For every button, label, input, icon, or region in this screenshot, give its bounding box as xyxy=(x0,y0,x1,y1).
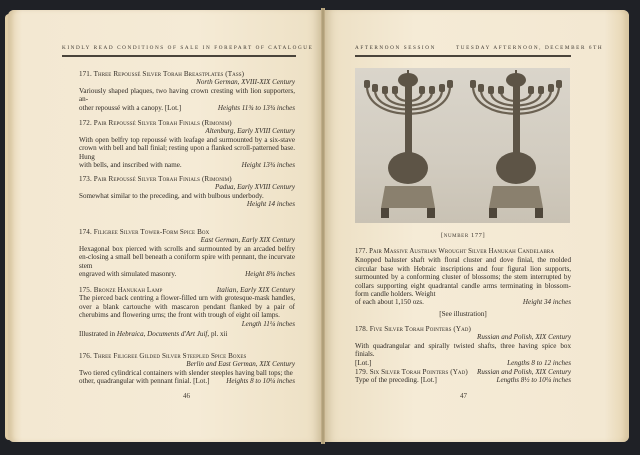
lot-measurement: Height 13¾ inches xyxy=(241,161,295,170)
lot-description-cont: of each about 1,150 ozs. xyxy=(355,298,424,307)
catalogue-entry-172 xyxy=(79,119,295,169)
page-number-left: 46 xyxy=(183,392,190,400)
lot-origin: Italian, Early XIX Century xyxy=(216,286,295,294)
candelabra-illustration-icon xyxy=(355,68,570,223)
book-gutter xyxy=(321,8,325,444)
lot-origin: North German, XVIII-XIX Century xyxy=(196,78,295,87)
lot-description-cont: other, quadrangular with pennant finial. [Lot.] xyxy=(79,377,210,386)
lot-number: 173. xyxy=(79,175,92,183)
lot-title: Five Silver Torah Pointers (Yad) xyxy=(369,325,471,333)
note-publication: Hebraica, Documents d'Art Juif, xyxy=(116,330,210,339)
lot-number: 172. xyxy=(79,119,92,127)
lot-title: Pair Repoussé Silver Torah Finials (Rimonim) xyxy=(93,119,232,127)
header-rule xyxy=(62,55,296,57)
catalogue-entry-174 xyxy=(79,228,295,278)
catalogue-entry-173 xyxy=(79,175,295,209)
lot-description: Type of the preceding. [Lot.] xyxy=(355,376,437,385)
lot-measurement: Heights 8 to 10¼ inches xyxy=(226,377,295,386)
lot-origin: Padua, Early XVIII Century xyxy=(215,183,295,192)
lot-title: Pair Massive Austrian Wrought Silver Hanukah Candelabra xyxy=(369,248,555,255)
lot-origin: Russian and Polish, XIX Century xyxy=(477,333,571,342)
lot-description: The pierced back centring a flower-filled urn with grotesque-mask handles, over a blank cartouche with mascaron pendant flanked by a pair of cherubims and flowering urns; the front with trough of eight oil lamps. xyxy=(79,294,295,320)
lot-description-cont: other repoussé with a canopy. [Lot.] xyxy=(79,103,182,112)
lot-description: Two tiered cylindrical containers with slender steeples having ball tops; the xyxy=(79,368,293,377)
lot-description-cont: [Lot.] xyxy=(355,358,372,367)
lot-title: Three Filigree Gilded Silver Steepled Spice Boxes xyxy=(93,352,247,360)
lot-title: Six Silver Torah Pointers (Yad) xyxy=(369,368,468,376)
catalogue-entry-175 xyxy=(79,286,295,338)
note-text: Illustrated in xyxy=(79,330,117,339)
lot-description-cont: engraved with simulated masonry. xyxy=(79,270,177,279)
lot-origin: Russian and Polish, XIX Century xyxy=(477,368,571,376)
page-number-right: 47 xyxy=(460,392,467,400)
header-rule xyxy=(355,55,571,57)
running-head-session: AFTERNOON SESSION xyxy=(355,45,436,51)
lot-description: Somewhat similar to the preceding, and with bulbous underbody. xyxy=(79,191,264,200)
lot-description: Knopped baluster shaft with floral cluster and dove finial, the molded circular base with Hebraic inscriptions and four figural lion supports, surmounted by a conforming cluster of blossoms; the stem interrupted by collars supporting eight quadrantal candle arms terminating in blossom-form candle holders. Weight xyxy=(355,256,571,299)
see-illustration-note: [See illustration] xyxy=(439,309,487,318)
lot-description: Variously shaped plaques, two having crown cresting with lion supporters, an- xyxy=(79,86,295,104)
catalogue-entry-176 xyxy=(79,352,295,386)
lot-measurement: Lengths 8½ to 10¼ inches xyxy=(496,376,571,385)
lot-title: Pair Repoussé Silver Torah Finials (Rimonim) xyxy=(93,175,232,183)
lot-description: With open belfry top repoussé with leafage and surmounted by a six-stave crown with bell and ball finial; resting upon a flanked scroll-patterned base. Hung xyxy=(79,135,295,161)
running-head-left-page: KINDLY READ CONDITIONS OF SALE IN FOREPART OF CATALOGUE xyxy=(62,45,314,51)
running-head-date: TUESDAY AFTERNOON, DECEMBER 6TH xyxy=(456,45,604,51)
note-plate: pl. xii xyxy=(209,330,228,339)
lot-description: Hexagonal box pierced with scrolls and surmounted by an arcaded belfry en-closing a small bell beneath a coniform spire with pennant, the incurvate stem xyxy=(79,244,295,270)
lot-number: 174. xyxy=(79,228,92,236)
lot-measurement: Heights 11¾ to 13¾ inches xyxy=(217,103,295,112)
catalogue-entry-177 xyxy=(355,248,571,318)
lot-origin: Berlin and East German, XIX Century xyxy=(186,360,295,369)
catalogue-entry-171 xyxy=(79,70,295,112)
lot-number: 176. xyxy=(79,352,92,360)
lot-measurement: Length 11¼ inches xyxy=(241,319,295,328)
lot-description-cont: with bells, and inscribed with name. xyxy=(79,161,182,170)
lot-number: 171. xyxy=(79,70,92,78)
lot-number: 175. xyxy=(79,286,92,294)
lot-description: With quadrangular and spirally twisted shafts, three having spice box finials. xyxy=(355,341,571,359)
catalogue-entry-179 xyxy=(355,368,571,385)
lot-measurement: Height 34 inches xyxy=(522,298,571,307)
lot-number: 179. xyxy=(355,368,368,376)
lot-origin: Altenburg, Early XVIII Century xyxy=(205,127,295,136)
lot-number: 178. xyxy=(355,325,368,333)
lot-measurement: Height 8¾ inches xyxy=(245,270,295,279)
lot-origin: East German, Early XIX Century xyxy=(200,236,295,245)
lot-title: Three Repoussé Silver Torah Breastplates (Tass) xyxy=(93,70,245,78)
lot-title: Bronze Hanukah Lamp xyxy=(93,286,163,294)
photo-caption: [number 177] xyxy=(441,232,486,239)
candelabra-photograph xyxy=(355,68,570,223)
lot-measurement: Lengths 8 to 12 inches xyxy=(507,358,571,367)
catalogue-entry-178 xyxy=(355,325,571,367)
lot-title: Filigree Silver Tower-Form Spice Box xyxy=(93,228,210,236)
lot-number: 177. xyxy=(355,248,368,255)
lot-reference-note xyxy=(79,330,295,338)
lot-measurement: Height 14 inches xyxy=(246,200,295,209)
